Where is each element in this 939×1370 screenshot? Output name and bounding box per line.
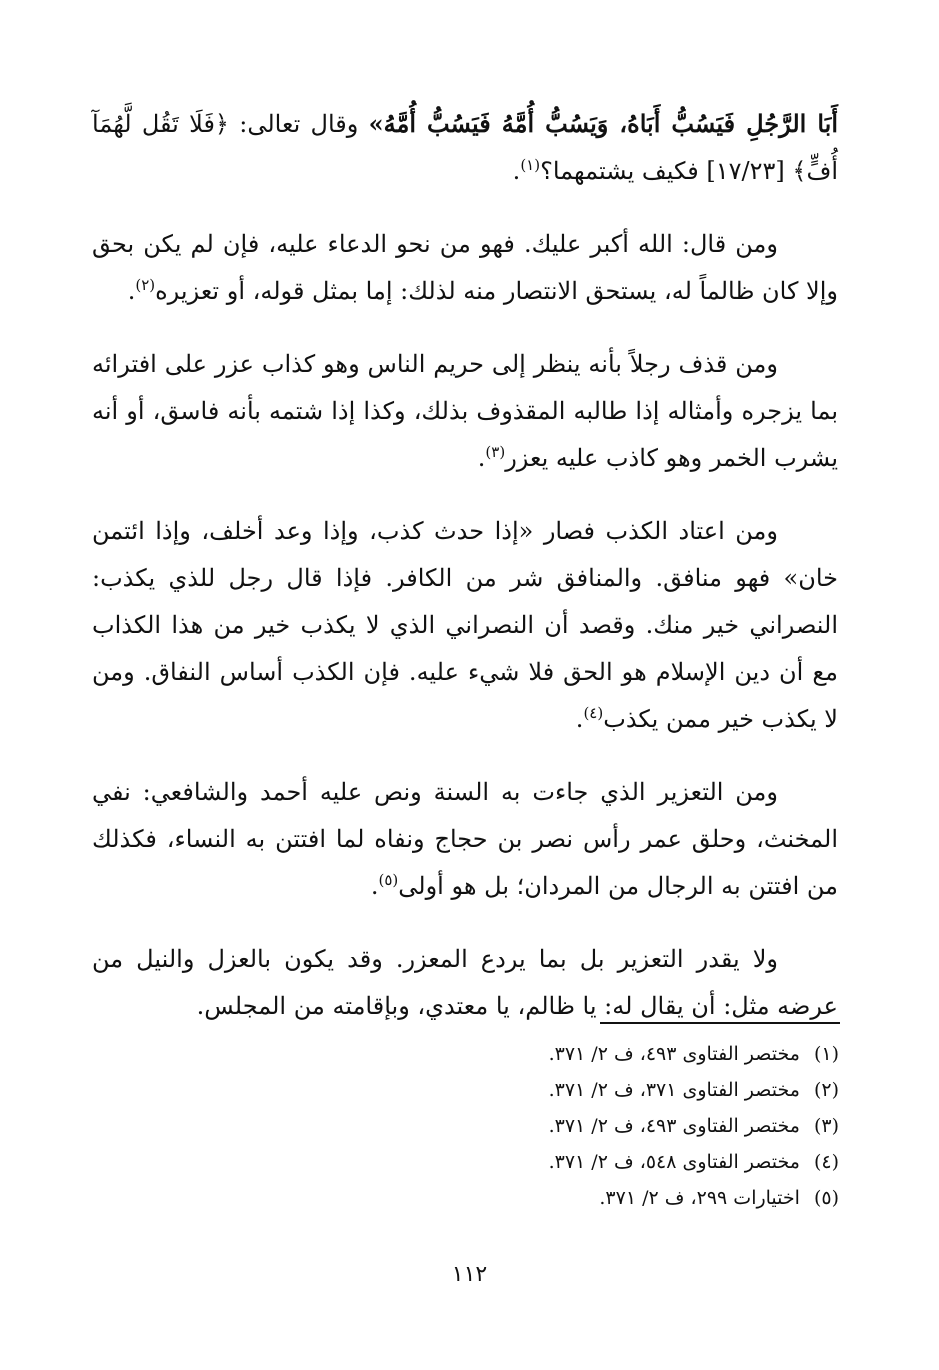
paragraph-6: [92, 936, 838, 1030]
footnote-ref[interactable]: (٥): [378, 871, 399, 889]
footnote-item: [419, 1180, 839, 1216]
paragraph-end: .: [127, 277, 136, 305]
paragraph-5: [92, 769, 838, 910]
paragraph-end: .: [512, 157, 521, 185]
footnote-text: مختصر الفتاوى ٤٩٣، ف ٢/ ٣٧١.: [548, 1043, 800, 1065]
paragraph-text: ومن قال: الله أكبر عليك. فهو من نحو الدعاء عليه، فإن لم يكن بحق وإلا كان ظالماً له، يستحق الانتصار منه لذلك: إما بمثل قوله، أو تعزيره: [92, 230, 838, 305]
footnote-ref[interactable]: (١): [520, 156, 541, 174]
footnote-number: (٤): [813, 1151, 839, 1173]
paragraph-end: .: [370, 872, 379, 900]
paragraph-text: وقال تعالى: ﴿فَلَا تَقُل لَّهُمَآ أُفٍّ﴾ [١٧/٢٣] فكيف يشتمهما؟: [92, 110, 838, 185]
footnote-ref[interactable]: (٣): [485, 443, 506, 461]
footnote-ref[interactable]: (٢): [135, 276, 156, 294]
paragraph-end: .: [477, 444, 486, 472]
hadith-quote: أَبَا الرَّجُلِ فَيَسُبُّ أَبَاهُ، وَيَسُبُّ أُمَّهُ فَيَسُبُّ أُمَّهُ»: [368, 109, 838, 138]
paragraph-end: .: [575, 705, 584, 733]
footnote-item: [419, 1036, 839, 1072]
paragraph-3: [92, 341, 838, 482]
footnote-number: (٣): [813, 1115, 839, 1137]
paragraph-2: [92, 221, 838, 315]
footnote-text: اختيارات ٢٩٩، ف ٢/ ٣٧١.: [599, 1187, 800, 1209]
paragraph-text: ومن قذف رجلاً بأنه ينظر إلى حريم الناس وهو كذاب عزر على افترائه بما يزجره وأمثاله إذا طالبه المقذوف بذلك، وكذا إذا شتمه بأنه فاسق، أو أنه يشرب الخمر وهو كاذب عليه يعزر: [92, 350, 838, 472]
footnote-item: [419, 1072, 839, 1108]
footnote-text: مختصر الفتاوى ٣٧١، ف ٢/ ٣٧١.: [548, 1079, 800, 1101]
paragraph-text: ولا يقدر التعزير بل بما يردع المعزر. وقد يكون بالعزل والنيل من عرضه مثل: أن يقال له: يا ظالم، يا معتدي، وبإقامته من المجلس.: [92, 945, 838, 1020]
footnote-number: (٢): [813, 1079, 839, 1101]
paragraph-text: ومن التعزير الذي جاءت به السنة ونص عليه أحمد والشافعي: نفي المخنث، وحلق عمر رأس نصر بن حجاج ونفاه لما افتتن به النساء، فكذلك من افتتن به الرجال من المردان؛ بل هو أولى: [92, 778, 838, 900]
paragraph-text: ومن اعتاد الكذب فصار «إذا حدث كذب، وإذا وعد أخلف، وإذا ائتمن خان» فهو منافق. والمنافق شر من الكافر. فإذا قال رجل للذي يكذب: النصراني خير منك. وقصد أن النصراني الذي لا يكذب خير من هذا الكذاب مع أن دين الإسلام هو الحق فلا شيء عليه. فإن الكذب أساس النفاق. ومن لا يكذب خير ممن يكذب: [92, 517, 838, 733]
footnote-number: (٥): [813, 1187, 839, 1209]
footnote-number: (١): [813, 1043, 839, 1065]
paragraph-4: [92, 508, 838, 743]
footnote-text: مختصر الفتاوى ٥٤٨، ف ٢/ ٣٧١.: [548, 1151, 800, 1173]
main-text: [92, 100, 838, 1056]
footnote-divider: [600, 1022, 840, 1024]
footnote-ref[interactable]: (٤): [583, 704, 604, 722]
paragraph-1: [92, 100, 838, 195]
footnotes: [419, 1036, 839, 1216]
footnote-item: [419, 1144, 839, 1180]
footnote-text: مختصر الفتاوى ٤٩٣، ف ٢/ ٣٧١.: [548, 1115, 800, 1137]
page-number: ١١٢: [451, 1262, 488, 1287]
footnote-item: [419, 1108, 839, 1144]
